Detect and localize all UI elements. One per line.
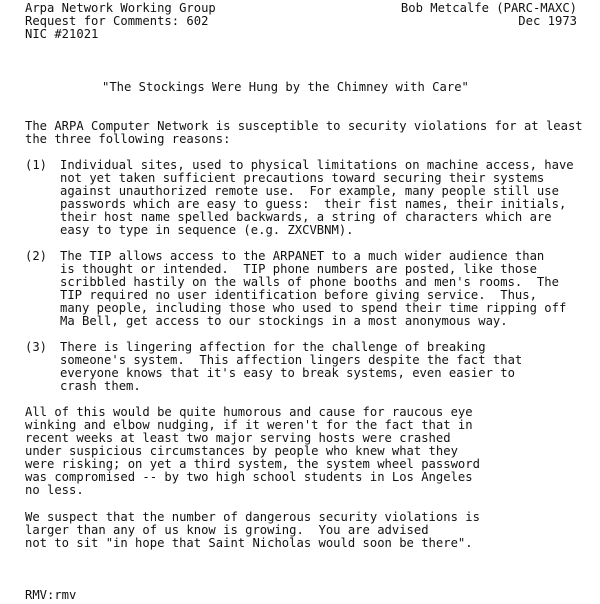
intro-line: the three following reasons: xyxy=(25,132,231,146)
item-marker: (3) xyxy=(25,340,48,354)
item-line: against unauthorized remote use. For example, many people still use xyxy=(60,184,559,198)
item-marker: (2) xyxy=(25,249,48,263)
paragraph-line: were risking; on yet a third system, the system wheel password xyxy=(25,457,480,471)
header-row-3 xyxy=(25,28,577,41)
item-line: Individual sites, used to physical limitations on machine access, have xyxy=(60,158,574,172)
item-line: TIP required no user identification before giving service. Thus, xyxy=(60,288,537,302)
item-line: passwords which are easy to guess: their fist names, their initials, xyxy=(60,197,567,211)
header-author: Bob Metcalfe (PARC-MAXC) xyxy=(400,1,577,15)
paragraph-line: winking and elbow nudging, if it weren't for the fact that in xyxy=(25,418,473,432)
header-organization: Arpa Network Working Group xyxy=(25,1,216,15)
item-line: crash them. xyxy=(60,379,141,393)
paragraph-line: recent weeks at least two major serving hosts were crashed xyxy=(25,431,451,445)
header-row-2 xyxy=(25,15,577,28)
paragraph-line: We suspect that the number of dangerous security violations is xyxy=(25,510,480,524)
item-line: many people, including those who used to spend their time ripping off xyxy=(60,301,567,315)
item-line: scribbled hastily on the walls of phone booths and men's rooms. The xyxy=(60,275,559,289)
item-marker: (1) xyxy=(25,158,48,172)
item-line: someone's system. This affection lingers despite the fact that xyxy=(60,353,523,367)
paragraph-line: under suspicious circumstances by people who knew what they xyxy=(25,444,458,458)
header-nic-number: NIC #21021 xyxy=(25,27,99,41)
document-title: "The Stockings Were Hung by the Chimney with Care" xyxy=(102,80,469,94)
item-line: their host name spelled backwards, a string of characters which are xyxy=(60,210,552,224)
item-line: everyone knows that it's easy to break systems, even easier to xyxy=(60,366,515,380)
paragraph-line: larger than any of us know is growing. You are advised xyxy=(25,523,429,537)
intro-line: The ARPA Computer Network is susceptible to security violations for at least xyxy=(25,119,583,133)
item-line: There is lingering affection for the challenge of breaking xyxy=(60,340,486,354)
item-line: Ma Bell, get access to our stockings in a most anonymous way. xyxy=(60,314,508,328)
item-line: not yet taken sufficient precautions toward securing their systems xyxy=(60,171,545,185)
paragraph-line: All of this would be quite humorous and cause for raucous eye xyxy=(25,405,473,419)
paragraph-line: no less. xyxy=(25,483,84,497)
paragraph-line: was compromised -- by two high school students in Los Angeles xyxy=(25,470,473,484)
header-date: Dec 1973 xyxy=(518,14,577,28)
item-line: The TIP allows access to the ARPANET to a much wider audience than xyxy=(60,249,545,263)
item-line: is thought or intended. TIP phone numbers are posted, like those xyxy=(60,262,537,276)
header-rfc-number: Request for Comments: 602 xyxy=(25,14,209,28)
item-line: easy to type in sequence (e.g. ZXCVBNM). xyxy=(60,223,354,237)
signature-initials: RMV:rmv xyxy=(25,588,77,602)
paragraph-line: not to sit "in hope that Saint Nicholas would soon be there". xyxy=(25,536,473,550)
